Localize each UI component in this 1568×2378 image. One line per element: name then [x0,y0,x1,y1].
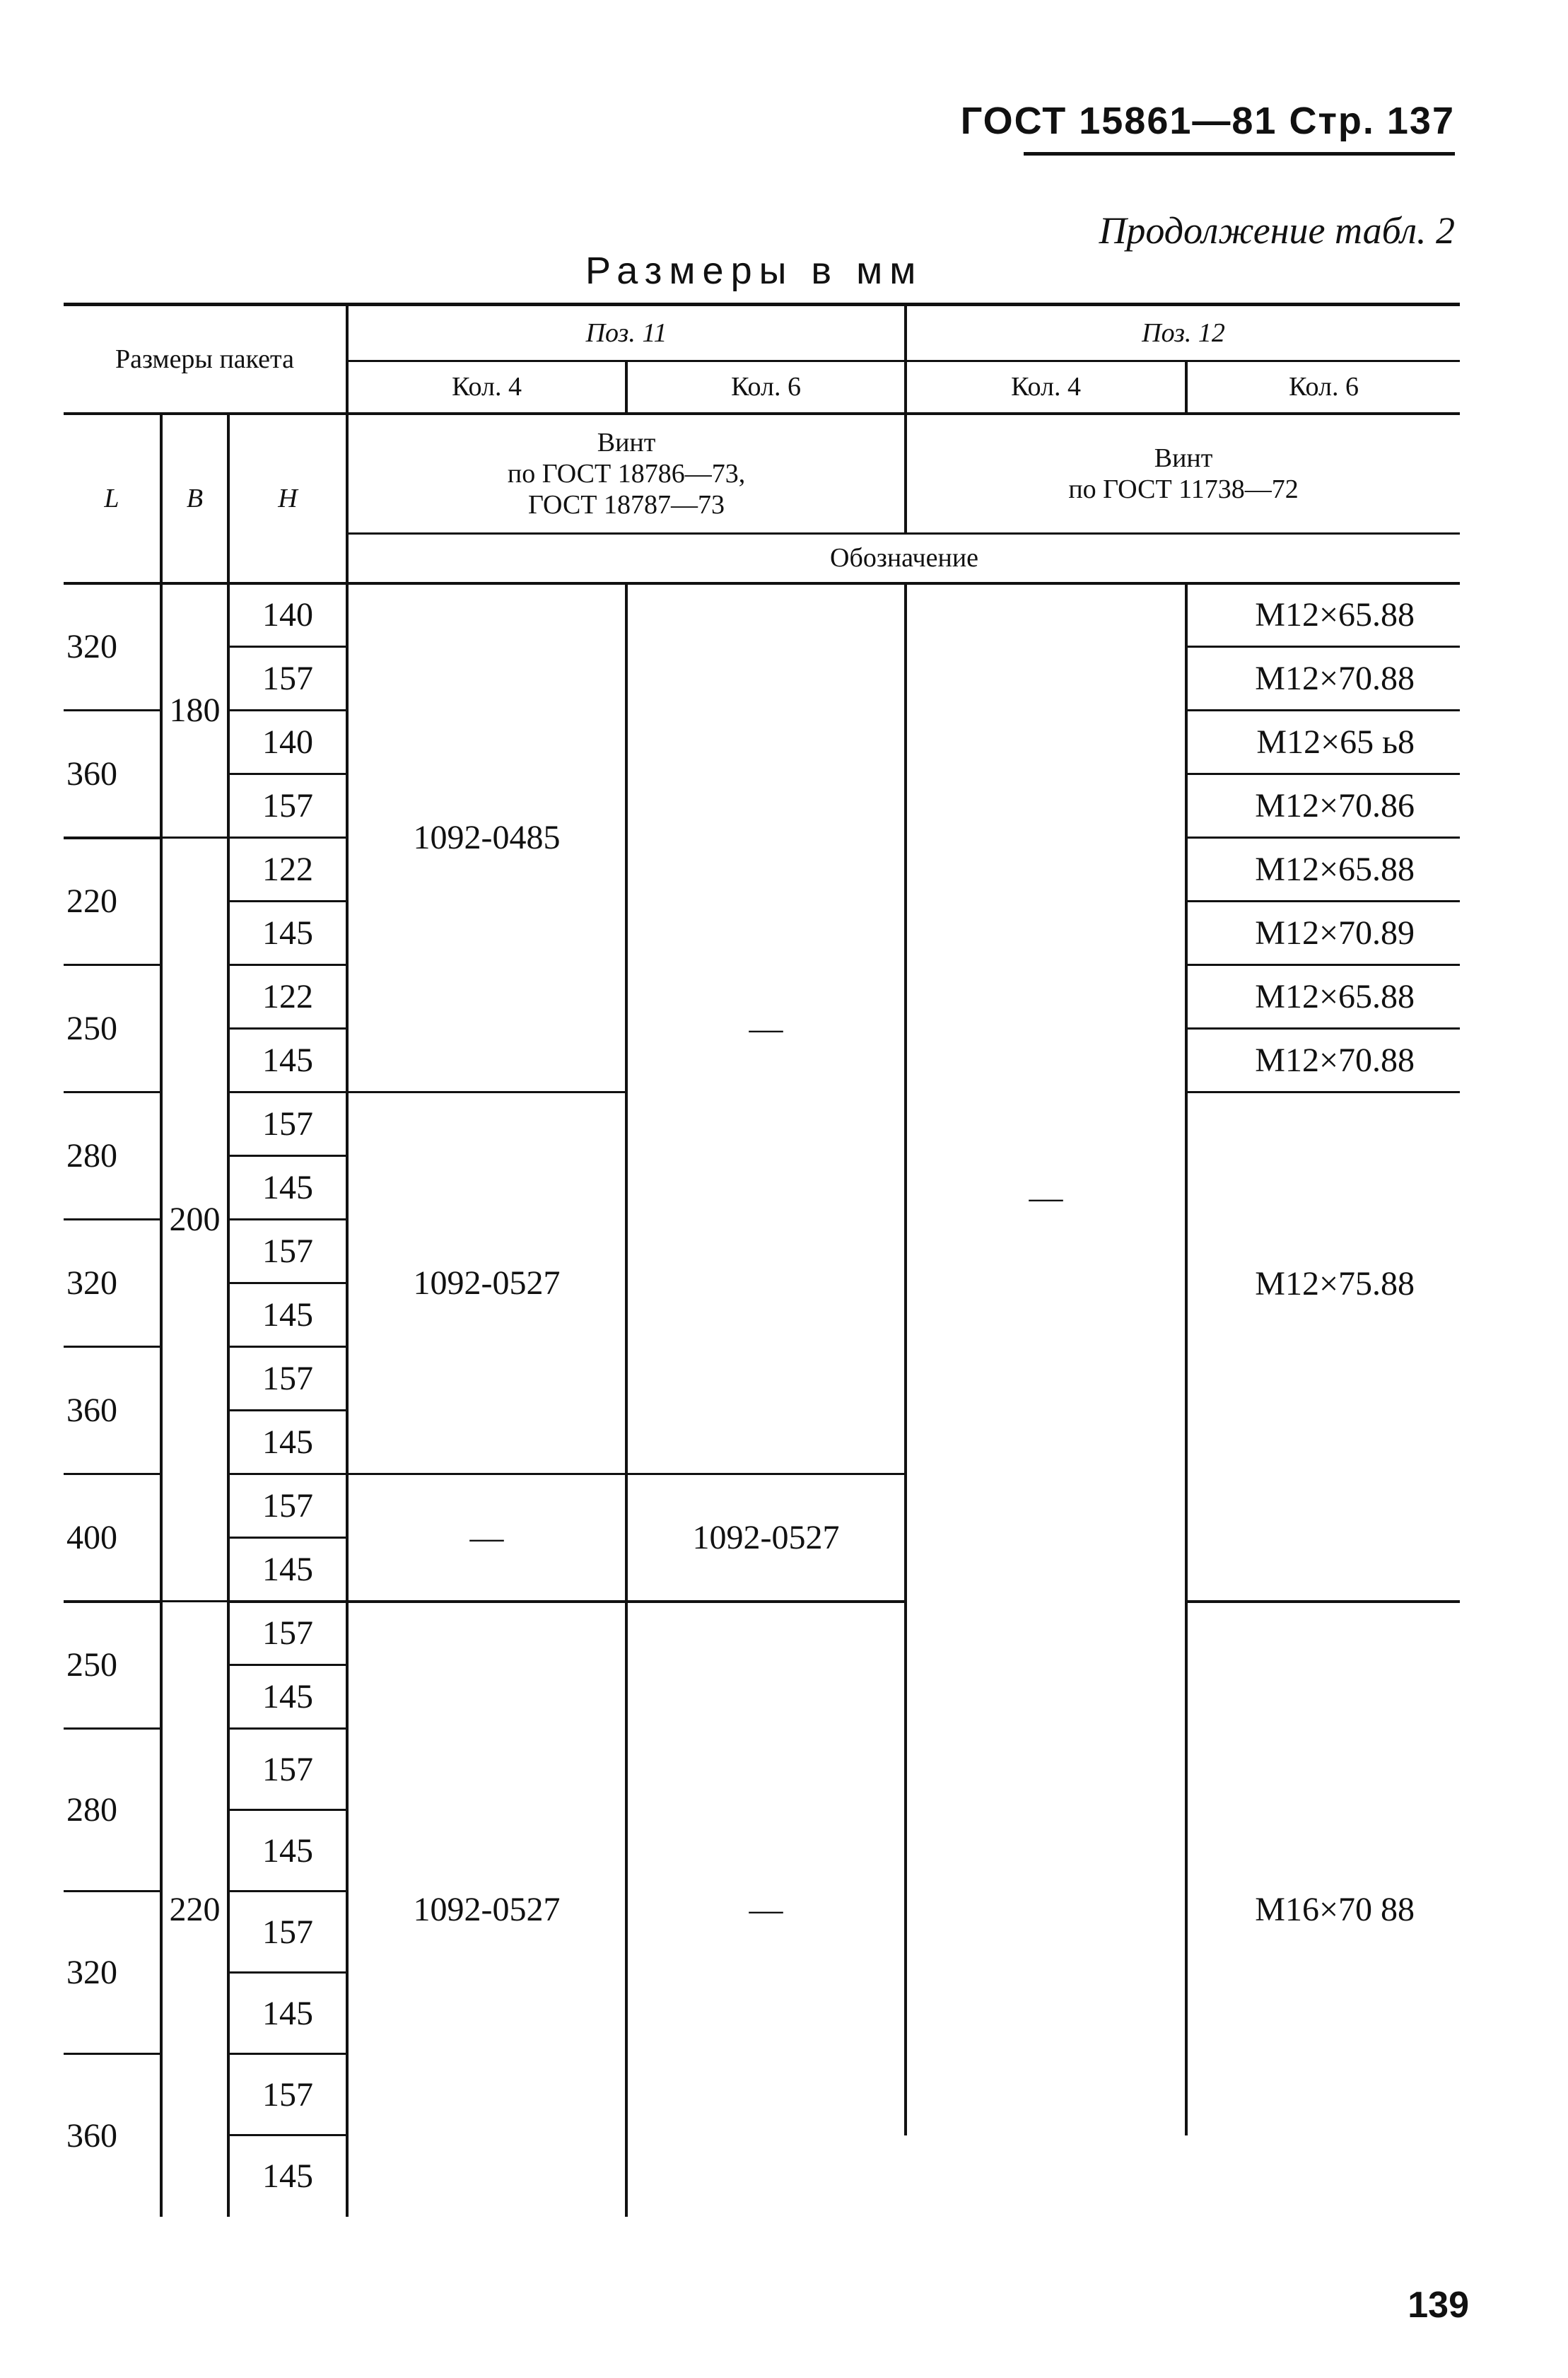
package-sizes-header: Размеры пакета [64,305,347,414]
L-cell: 220 [64,838,161,965]
pos12-kol6-cell: M16×70 88 [1255,1891,1415,1928]
H-cell: 157 [228,1347,347,1411]
pos11-kol4-cell: 1092-0485 [347,583,626,1092]
pos12-header: Поз. 12 [906,305,1460,361]
H-cell: 157 [228,1729,347,1810]
H-cell: 145 [228,1810,347,1892]
pos12-kol6-cell: M12×75.88 [1255,1264,1415,1302]
H-cell: 157 [228,647,347,711]
L-cell: 360 [64,1347,161,1474]
L-cell: 320 [64,583,161,711]
H-cell: 145 [228,1973,347,2054]
H-cell: 122 [228,838,347,902]
H-cell: 157 [228,1474,347,1538]
header-rule [1024,152,1455,156]
H-cell: 145 [228,1665,347,1729]
pos12-kol6-cell: M12×70.88 [1186,647,1460,711]
pos11-header: Поз. 11 [347,305,906,361]
H-cell: 145 [228,1283,347,1347]
screw12-line2: по ГОСТ 11738—72 [1068,474,1299,504]
dash-mark: — [749,1010,783,1048]
dash-mark: — [1029,1178,1063,1216]
L-cell: 250 [64,965,161,1092]
pos12-kol4-cell-lower [906,1810,1186,2135]
pos12-screw-header [906,414,1460,534]
pos11-kol4-header: Кол. 4 [347,361,626,414]
L-cell: 280 [64,1092,161,1220]
B-cell: 200 [161,838,228,1602]
pos11-screw-header [347,414,906,534]
pos12-kol4-header: Кол. 4 [906,361,1186,414]
L-cell: 320 [64,1892,161,2054]
L-cell: 250 [64,1602,161,1729]
dimensions-table [64,303,1460,2217]
pos12-kol6-cell: M12×65.88 [1186,583,1460,647]
pos12-kol6-cell: M12×65.88 [1186,838,1460,902]
H-cell: 140 [228,711,347,774]
H-cell: 140 [228,583,347,647]
pos12-kol4-cell [906,583,1186,1810]
H-header: H [228,414,347,583]
pos11-kol4-cell [347,1474,626,1602]
screw11-line3: ГОСТ 18787—73 [528,489,725,520]
H-cell: 145 [228,2135,347,2217]
designation-header: Обозначение [347,534,1460,583]
H-cell: 157 [228,1092,347,1156]
screw12-line1: Винт [1154,443,1213,473]
H-cell: 157 [228,1892,347,1973]
B-cell: 220 [161,1602,228,2217]
pos12-kol6-cell: M12×70.89 [1186,902,1460,965]
continuation-label: Продолжение табл. 2 [1099,209,1455,252]
H-cell: 145 [228,1029,347,1092]
pos11-kol6-cell [626,1602,906,2217]
pos12-kol6-cell: M12×70.88 [1186,1029,1460,1092]
pos12-kol6-cell: M12×65 ь8 [1186,711,1460,774]
screw11-line1: Винт [597,427,656,457]
L-cell: 360 [64,711,161,838]
pos11-kol6-cell: 1092-0527 [626,1474,906,1602]
page-number: 139 [1408,2285,1469,2326]
pos11-kol4-cell: 1092-0527 [347,1602,626,2217]
dash-mark: — [469,1518,504,1556]
L-cell: 400 [64,1474,161,1602]
H-cell: 145 [228,1538,347,1602]
pos12-kol6-header: Кол. 6 [1186,361,1460,414]
L-header: L [64,414,161,583]
H-cell: 157 [228,774,347,838]
pos11-kol4-cell: 1092-0527 [347,1092,626,1474]
pos11-kol6-header: Кол. 6 [626,361,906,414]
pos12-kol6-cell-filler [1186,1474,1460,1602]
pos11-kol6-cell [626,583,906,1474]
H-cell: 157 [228,1220,347,1283]
pos12-kol6-cell: M12×65.88 [1186,965,1460,1029]
screw11-line2: по ГОСТ 18786—73, [507,458,746,489]
H-cell: 122 [228,965,347,1029]
L-cell: 320 [64,1220,161,1347]
pos12-kol6-cell: M12×70.86 [1186,774,1460,838]
H-cell: 157 [228,2054,347,2135]
dash-mark: — [749,1891,783,1928]
B-header: B [161,414,228,583]
units-label: Размеры в мм [585,250,923,292]
L-cell: 360 [66,2116,117,2155]
L-cell: 280 [64,1729,161,1892]
H-cell: 157 [228,1602,347,1665]
H-cell: 145 [228,1156,347,1220]
H-cell: 145 [228,1411,347,1474]
B-cell: 180 [161,583,228,838]
H-cell: 145 [228,902,347,965]
page-header: ГОСТ 15861—81 Стр. 137 [960,100,1455,142]
